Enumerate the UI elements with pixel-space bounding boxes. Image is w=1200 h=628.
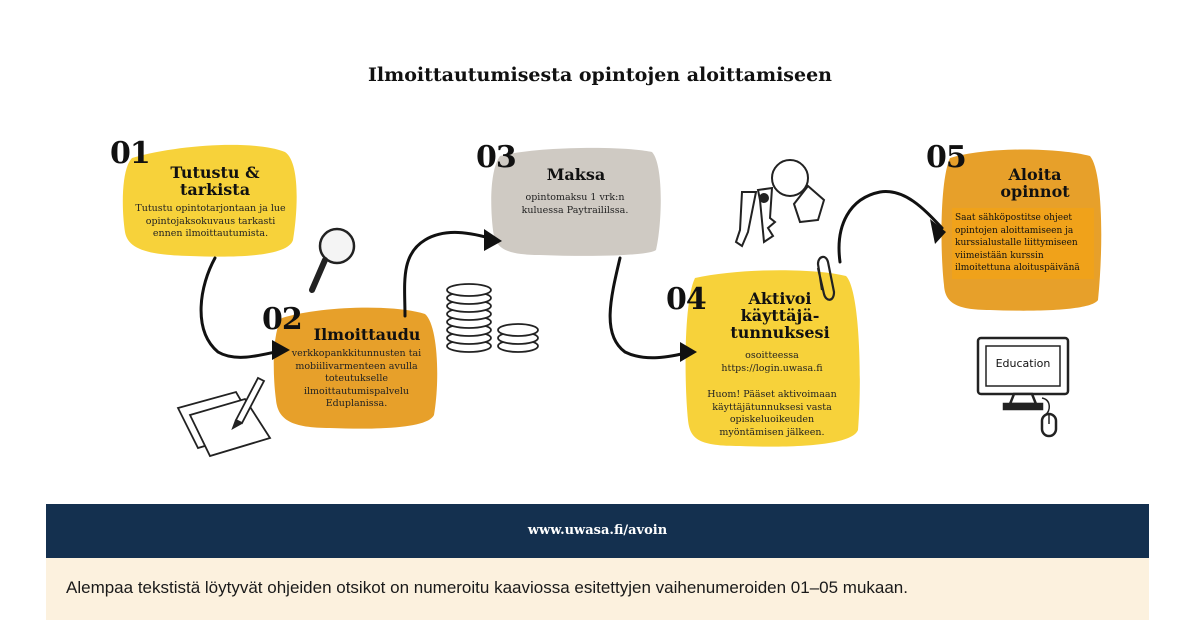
computer-icon bbox=[978, 338, 1068, 436]
step-04-text-line1: osoitteessa bbox=[745, 350, 799, 361]
step-02-text-line5: Eduplanissa. bbox=[325, 398, 388, 409]
step-01-heading-line2: tarkista bbox=[179, 180, 251, 199]
step-01-heading-line1: Tutustu & bbox=[170, 163, 260, 182]
coin-stack-icon bbox=[447, 284, 538, 352]
step-04-heading-line2: käyttäjä- bbox=[740, 306, 820, 325]
step-05-text-line5: ilmoitettuna aloituspäivänä bbox=[955, 263, 1080, 273]
step-04-text-line2: https://login.uwasa.fi bbox=[721, 362, 823, 374]
magnifier-icon bbox=[312, 229, 354, 290]
step-01-text-line3: ennen ilmoittautumista. bbox=[152, 228, 269, 239]
step-03-text-line2: kuluessa Paytraililssa. bbox=[521, 204, 629, 216]
arrow-04-05 bbox=[839, 192, 942, 262]
step-05-text-line1: Saat sähköpostitse ohjeet bbox=[955, 213, 1073, 223]
footer-url-link[interactable]: www.uwasa.fi/avoin bbox=[527, 523, 668, 538]
step-03-text-line1: opintomaksu 1 vrk:n bbox=[525, 192, 625, 203]
step-04-text-line4: käyttäjätunnuksesi vasta bbox=[712, 401, 832, 413]
step-05-text-line2: opintojen aloittamiseen ja bbox=[955, 225, 1074, 236]
step-05-text-box bbox=[952, 208, 1094, 279]
step-01-number: 01 bbox=[110, 136, 150, 171]
step-05-heading-line1: Aloita bbox=[1008, 165, 1062, 184]
step-04-text-line5: opiskeluoikeuden bbox=[729, 414, 815, 425]
step-04-heading-line1: Aktivoi bbox=[748, 289, 812, 308]
step-04-number: 04 bbox=[666, 282, 706, 317]
computer-screen-text: Education bbox=[995, 357, 1051, 370]
step-05-number: 05 bbox=[926, 140, 966, 175]
step-05-text-line3: kurssialustalle liittymiseen bbox=[955, 238, 1078, 248]
step-05-heading-line2: opinnot bbox=[1000, 182, 1070, 201]
step-05-text-line4: viimeistään kurssin bbox=[955, 250, 1044, 261]
step-04-heading-line3: tunnuksesi bbox=[730, 323, 830, 342]
step-02-number: 02 bbox=[262, 302, 302, 337]
step-02-text-line4: ilmoittautumispalvelu bbox=[303, 385, 410, 397]
footer-note: Alempaa tekstistä löytyvät ohjeiden otsikot on numeroitu kaaviossa esitettyjen vaihenumeroiden 01–05 mukaan. bbox=[66, 578, 908, 597]
step-03-heading-line1: Maksa bbox=[546, 165, 606, 184]
step-02-text-line3: toteutukselle bbox=[325, 373, 388, 384]
page-title: Ilmoittautumisesta opintojen aloittamiseen bbox=[368, 64, 832, 86]
step-02-heading-line1: Ilmoittaudu bbox=[313, 325, 421, 344]
step-02-text-line2: mobiilivarmenteen avulla bbox=[295, 360, 418, 372]
step-01-text-line2: opintojaksokuvaus tarkasti bbox=[145, 215, 276, 227]
step-04-text-line6: myöntämisen jälkeen. bbox=[719, 426, 825, 438]
step-04-text-line3: Huom! Pääset aktivoimaan bbox=[707, 389, 837, 400]
keys-icon bbox=[736, 160, 824, 246]
step-03-number: 03 bbox=[476, 140, 516, 175]
step-02-text-line1: verkkopankkitunnusten tai bbox=[291, 348, 422, 359]
paper-pencil-icon bbox=[178, 378, 270, 456]
step-01-text-line1: Tutustu opintotarjontaan ja lue bbox=[135, 203, 286, 214]
